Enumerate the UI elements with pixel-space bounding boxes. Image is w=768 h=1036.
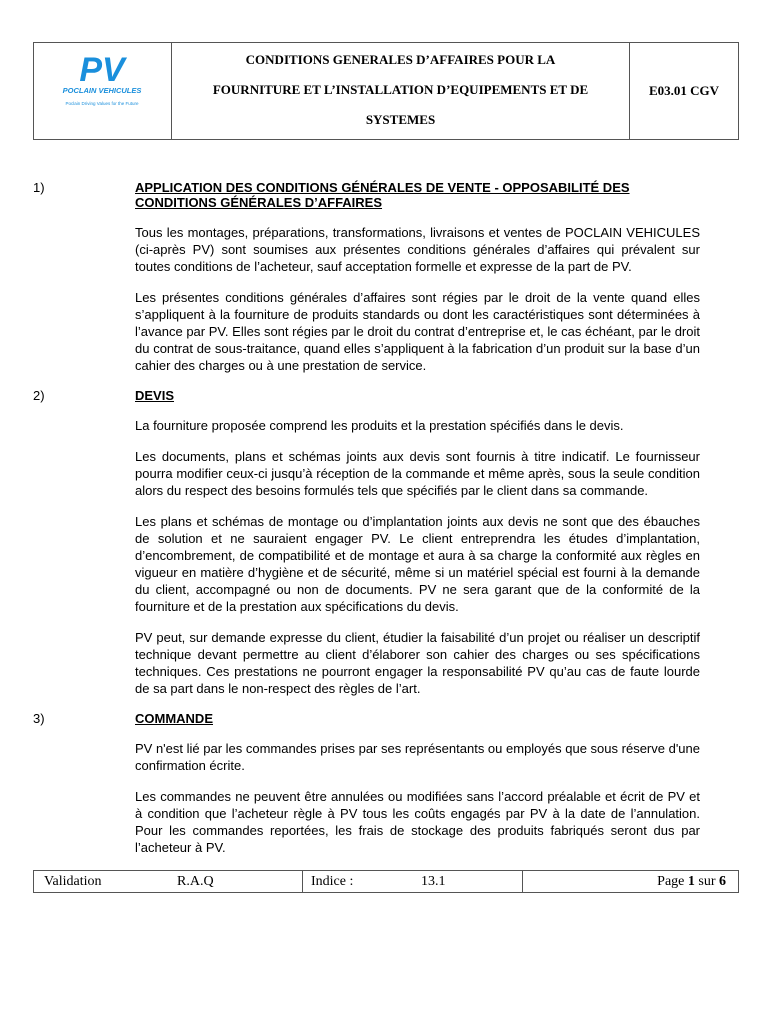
- validation-cell: [34, 871, 303, 892]
- indice-label: Indice :: [311, 874, 354, 889]
- paragraph: La fourniture proposée comprend les produits et la prestation spécifiés dans le devis.: [135, 418, 624, 433]
- document-code: E03.01 CGV: [648, 83, 720, 98]
- document-title: [172, 43, 630, 139]
- indice-value: 13.1: [421, 874, 446, 889]
- paragraph: Les plans et schémas de montage ou d’implantation joints aux devis ne sont que des ébauches de solution et ne sauraient engager PV. Le client entreprendra les études d’implantation, d’encombrement, de compatibilité et de montage et aura à sa charge la conformité aux règles en vigueur en matière d’hygiène et de sécurité, même si un matériel spécial est fourni à la demande du client, accompagné ou non de documents. PV ne sera garant que de la conformité de la fourniture et de la prestation aux spécifications du devis.: [135, 514, 700, 614]
- footer-table: [33, 870, 739, 893]
- section-number: 3): [33, 711, 45, 726]
- page-cell: [523, 871, 738, 892]
- svg-text:Poclain Driving Values for the: Poclain Driving Values for the Future: [65, 101, 139, 106]
- title-line: SYSTEMES: [365, 112, 436, 127]
- poclain-logo-icon: [34, 43, 171, 141]
- svg-text:POCLAIN VEHICULES: POCLAIN VEHICULES: [62, 86, 142, 95]
- paragraph: Les commandes ne peuvent être annulées ou modifiées sans l’accord préalable et écrit de PV et à condition que l’acheteur règle à PV tous les coûts engagés par PV à la date de l’annulation. Pour les commandes reportées, les frais de stockage des produits fabriqués seront dus par l’acheteur à PV.: [135, 789, 700, 855]
- section-number: 2): [33, 388, 45, 403]
- section-number: 1): [33, 180, 45, 195]
- section-heading: APPLICATION DES CONDITIONS GÉNÉRALES DE VENTE - OPPOSABILITÉ DES CONDITIONS GÉNÉRALES D’AFFAIRES: [135, 180, 630, 210]
- validation-label: Validation: [44, 874, 102, 889]
- svg-text:PV: PV: [79, 51, 125, 89]
- indice-cell: [303, 871, 523, 892]
- page-number: [657, 871, 726, 892]
- title-line: FOURNITURE ET L’INSTALLATION D’EQUIPEMENTS ET DE: [212, 82, 589, 97]
- section-commande: [0, 711, 700, 856]
- section-devis: [0, 388, 700, 697]
- title-line: CONDITIONS GENERALES D’AFFAIRES POUR LA: [245, 52, 556, 67]
- raq-label: R.A.Q: [177, 874, 214, 889]
- document-body: [0, 180, 768, 856]
- total-pages: 6: [719, 874, 726, 889]
- header-table: [33, 42, 739, 140]
- paragraph: Les documents, plans et schémas joints aux devis sont fournis à titre indicatif. Le fournisseur pourra modifier ceux-ci jusqu’à réception de la commande et même après, sous la seule condition alors du respect des besoins formulés tels que spécifiés par le client dans sa commande.: [135, 449, 700, 498]
- logo: [34, 43, 172, 139]
- paragraph: Les présentes conditions générales d’affaires sont régies par le droit de la vente quand elles s’appliquent à la fourniture de produits standards ou dont les caractéristiques sont déterminées à l’avance par PV. Elles sont régies par le droit du contrat d’entreprise et, le cas échéant, par le droit du contrat de sous-traitance, quand elles s’appliquent à la fabrication d’un produit sur la base d’un cahier des charges ou à une prestation de service.: [135, 290, 700, 373]
- page-prefix: Page: [657, 874, 685, 889]
- section-application: [0, 180, 700, 374]
- section-heading: DEVIS: [135, 388, 175, 403]
- paragraph: PV peut, sur demande expresse du client, étudier la faisabilité d’un projet ou réaliser un descriptif technique devant permettre au client d’élaborer son cahier des charges ou ses spécifications techniques. Ces prestations ne pourront engager la responsabilité PV qu’au cas de faute lourde de sa part dans le non-respect des règles de l’art.: [135, 630, 700, 696]
- current-page: 1: [687, 874, 695, 889]
- page-sur: sur: [698, 874, 716, 889]
- paragraph: PV n'est lié par les commandes prises par ses représentants ou employés que sous réserve d'une confirmation écrite.: [135, 741, 700, 773]
- section-heading: COMMANDE: [135, 711, 213, 726]
- paragraph: Tous les montages, préparations, transformations, livraisons et ventes de POCLAIN VEHICULES (ci-après PV) sont soumises aux présentes conditions générales d’affaires qui prévalent sur toutes conditions de l’acheteur, sauf acceptation formelle et expresse de la part de PV.: [135, 225, 700, 274]
